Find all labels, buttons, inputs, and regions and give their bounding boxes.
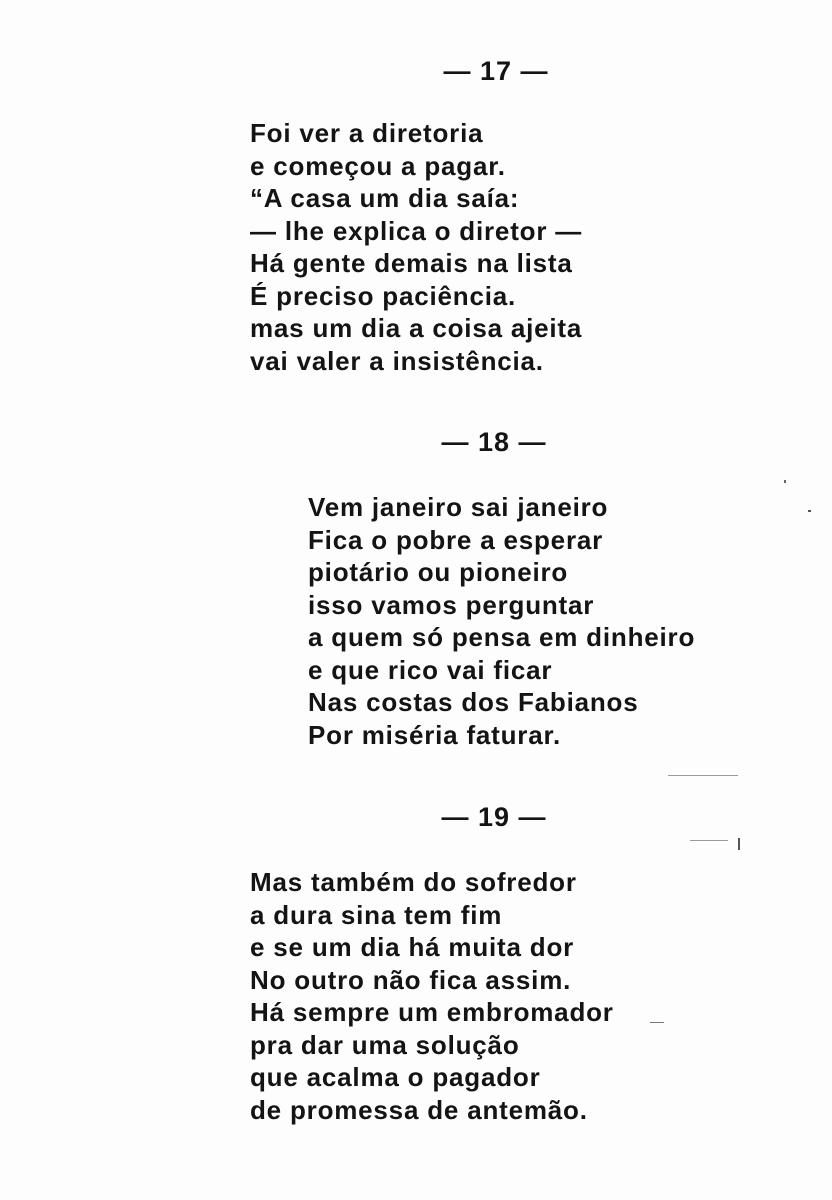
stanza-line: e se um dia há muita dor: [250, 932, 575, 962]
stanza-line: Nas costas dos Fabianos: [308, 687, 639, 717]
stanza-line: mas um dia a coisa ajeita: [250, 313, 583, 343]
stanza-line: É preciso paciência.: [250, 280, 517, 311]
stanza-line: Por miséria faturar.: [308, 719, 561, 750]
stanza-line: Fica o pobre a esperar: [308, 524, 604, 555]
stanza-18: [308, 491, 695, 751]
scan-speck: [738, 838, 740, 850]
stanza-19: [250, 866, 614, 1126]
stanza-line: Há sempre um embromador: [250, 997, 614, 1027]
stanza-line: Há gente demais na lista: [250, 248, 573, 278]
stanza-line: a quem só pensa em dinheiro: [308, 622, 696, 652]
scan-speck: [808, 510, 811, 512]
scan-speck: [668, 775, 738, 776]
stanza-17: [250, 117, 582, 377]
stanza-line: de promessa de antemão.: [250, 1094, 588, 1125]
scan-speck: [650, 1022, 664, 1023]
stanza-line: No outro não fica assim.: [250, 964, 572, 995]
stanza-line: Mas também do sofredor: [250, 867, 577, 897]
stanza-number-17: — 17 —: [443, 56, 549, 86]
stanza-line: “A casa um dia saía:: [250, 183, 520, 213]
stanza-line: Vem janeiro sai janeiro: [308, 492, 609, 522]
stanza-line: que acalma o pagador: [250, 1062, 541, 1092]
stanza-line: isso vamos perguntar: [308, 589, 595, 620]
stanza-line: vai valer a insistência.: [250, 345, 544, 376]
stanza-number-18: — 18 —: [441, 427, 547, 457]
stanza-line: a dura sina tem fim: [250, 899, 503, 930]
stanza-line: pra dar uma solução: [250, 1029, 520, 1060]
stanza-line: e começou a pagar.: [250, 150, 506, 181]
stanza-line: e que rico vai ficar: [308, 654, 553, 685]
stanza-line: — lhe explica o diretor —: [250, 215, 583, 246]
stanza-line: Foi ver a diretoria: [250, 118, 484, 148]
scan-speck: [690, 840, 728, 841]
scan-speck: [784, 480, 786, 483]
stanza-number-19: — 19 —: [441, 802, 547, 832]
stanza-line: piotário ou pioneiro: [308, 557, 569, 587]
